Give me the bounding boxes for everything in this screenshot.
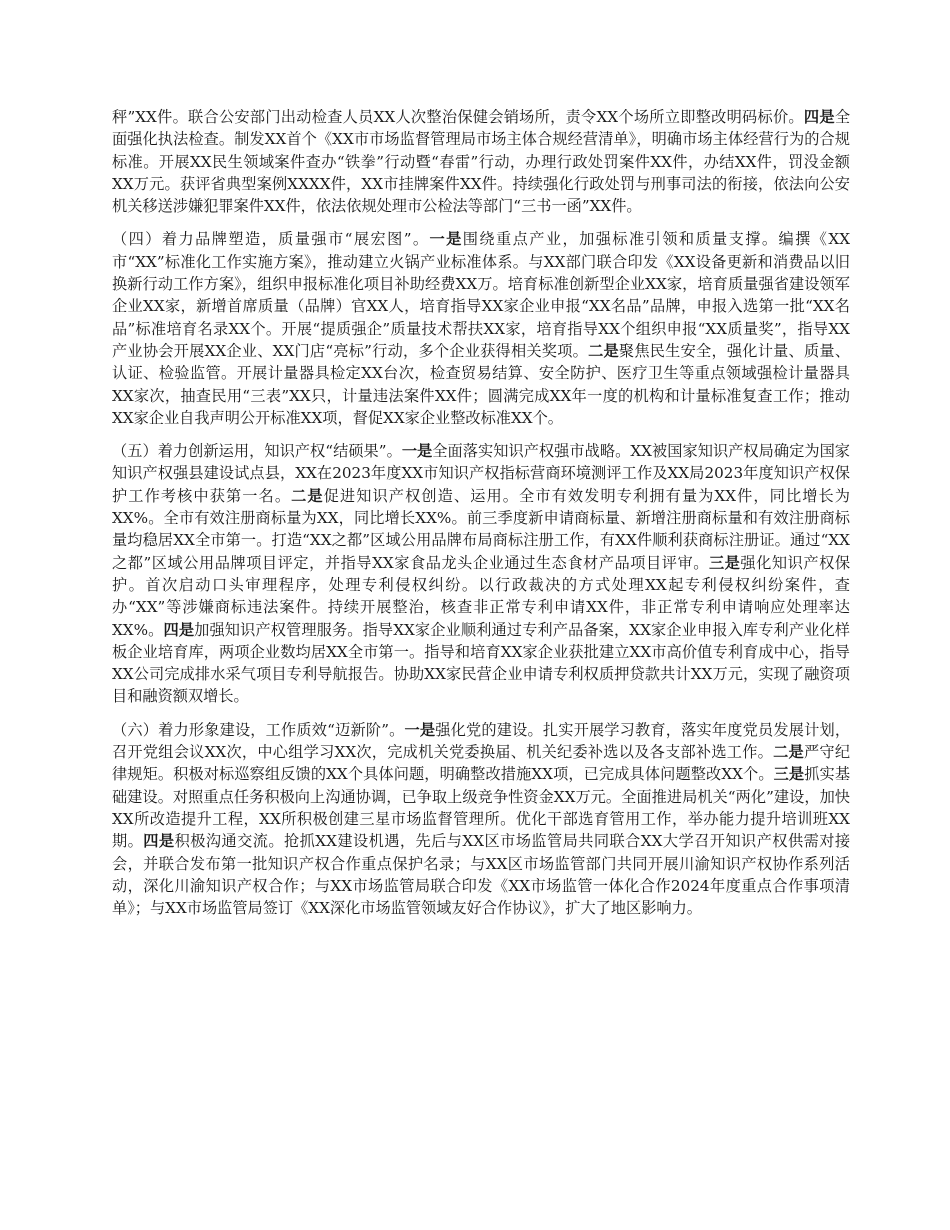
bold-label: 一是 xyxy=(401,442,433,461)
paragraph-intellectual-property xyxy=(112,440,850,708)
bold-label: 二是 xyxy=(291,486,324,505)
paragraph-enforcement xyxy=(112,106,850,217)
section-heading: （四）着力品牌塑造，质量强市“展宏图”。 xyxy=(112,230,430,249)
bold-label: 三是 xyxy=(773,765,805,784)
bold-label: 四是 xyxy=(143,832,175,851)
text-segment: 聚焦民生安全，强化计量、质量、认证、检验监管。开展计量器具检定XX台次，检查贸易结算、安全防护、医疗卫生等重点领域强检计量器具XX家次，抽查民用“三表”XX只，计量违法案件XX件；圆满完成XX年一度的机构和计量标准复查工作；推动XX家企业自我声明公开标准XX项，督促XX家企业整改标准XX个。 xyxy=(112,341,851,427)
text-segment: 强化党的建设。扎实开展学习教育，落实年度党员发展计划，召开党组会议XX次，中心组学习XX次，完成机关党委换届、机关纪委补选以及各支部补选工作。 xyxy=(112,720,851,762)
text-segment: 严守纪律规矩。积极对标巡察组反馈的XX个具体问题，明确整改措施XX项，已完成具体问题整改XX个。 xyxy=(112,743,851,784)
text-segment: 抓实基础建设。对照重点任务积极向上沟通协调，已争取上级竞争性资金XX万元。全面推进局机关“两化”建设，加快XX所改造提升工程，XX所积极创建三星市场监督管理所。优化干部选育管用工作，举办能力提升培训班XX期。 xyxy=(112,765,851,851)
section-heading: （五）着力创新运用，知识产权“结硕果”。 xyxy=(112,442,402,461)
bold-label: 二是 xyxy=(588,341,619,360)
section-heading: （六）着力形象建设，工作质效“迈新阶”。 xyxy=(112,720,405,739)
bold-label: 四是 xyxy=(163,620,195,639)
text-segment: 秤”XX件。联合公安部门出动检查人员XX人次整治保健会销场所，责令XX个场所立即整改明码标价。 xyxy=(112,108,804,126)
bold-label: 一是 xyxy=(404,720,436,739)
bold-label: 二是 xyxy=(773,743,804,762)
text-segment: 全面强化执法检查。制发XX首个《XX市市场监督管理局市场主体合规经营清单》，明确市场主体经营行为的合规标准。开展XX民生领域案件查办“铁拳”行动暨“春雷”行动，办理行政处罚案件XX件，办结XX件，罚没金额XX万元。获评省典型案例XXXX件，XX市挂牌案件XX件。持续强化行政处罚与刑事司法的衔接，依法向公安机关移送涉嫌犯罪案件XX件，依法依规处理市公检法等部门“三书一函”XX件。 xyxy=(112,108,851,216)
paragraph-image-building xyxy=(112,719,850,920)
text-segment: 围绕重点产业，加强标准引领和质量支撑。编撰《XX市“XX”标准化工作实施方案》，推动建立火锅产业标准体系。与XX部门联合印发《XX设备更新和消费品以旧换新行动工作方案》，组织申报标准化项目补助经费XX万。培育标准创新型企业XX家，培育质量强省建设领军企业XX家，新增首席质量（品牌）官XX人，培育指导XX家企业申报“XX名品”品牌，申报入选第一批“XX名品”标准培育名录XX个。开展“提质强企”质量技术帮扶XX家，培育指导XX个组织申报“XX质量奖”，指导XX产业协会开展XX企业、XX门店“亮标”行动，多个企业获得相关奖项。 xyxy=(112,230,851,360)
bold-label: 三是 xyxy=(708,553,741,572)
text-segment: 促进知识产权创造、运用。全市有效发明专利拥有量为XX件，同比增长为XX%。全市有效注册商标量为XX，同比增长XX%。前三季度新申请商标量、新增注册商标量和有效注册商标量均稳居XX全市第一。打造“XX之都”区域公用品牌布局商标注册工作，有XX件顺利获商标注册证。通过“XX之都”区域公用品牌项目评定，并指导XX家食品龙头企业通过生态食材产品项目评审。 xyxy=(112,486,850,572)
bold-label: 一是 xyxy=(429,230,463,249)
text-segment: 积极沟通交流。抢抓XX建设机遇，先后与XX区市场监管局共同联合XX大学召开知识产权供需对接会，并联合发布第一批知识产权合作重点保护名录；与XX区市场监管部门共同开展川渝知识产权协作系列活动，深化川渝知识产权合作；与XX市场监管局联合印发《XX市场监管一体化合作2024年度重点合作事项清单》；与XX市场监管局签订《XX深化市场监管领域友好合作协议》，扩大了地区影响力。 xyxy=(112,832,851,918)
text-segment: 全面落实知识产权强市战略。XX被国家知识产权局确定为国家知识产权强县建设试点县，XX在2023年度XX市知识产权指标营商环境测评工作及XX局2023年度知识产权保护工作考核中获第一名。 xyxy=(112,442,850,505)
paragraph-brand-quality xyxy=(112,228,850,429)
text-segment: 强化知识产权保护。首次启动口头审理程序，处理专利侵权纠纷。以行政裁决的方式处理XX起专利侵权纠纷案件，查办“XX”等涉嫌商标违法案件。持续开展整治，核查非正常专利申请XX件，非正常专利申请响应处理率达XX%。 xyxy=(112,553,851,639)
bold-label: 四是 xyxy=(803,108,835,126)
document-body xyxy=(112,106,850,930)
text-segment: 加强知识产权管理服务。指导XX家企业顺利通过专利产品备案，XX家企业申报入库专利产业化样板企业培育库，两项企业数均居XX全市第一。指导和培育XX家企业获批建立XX市高价值专利育成中心，指导XX公司完成排水采气项目专利导航报告。协助XX家民营企业申请专利权质押贷款共计XX万元，实现了融资项目和融资额双增长。 xyxy=(112,620,850,706)
